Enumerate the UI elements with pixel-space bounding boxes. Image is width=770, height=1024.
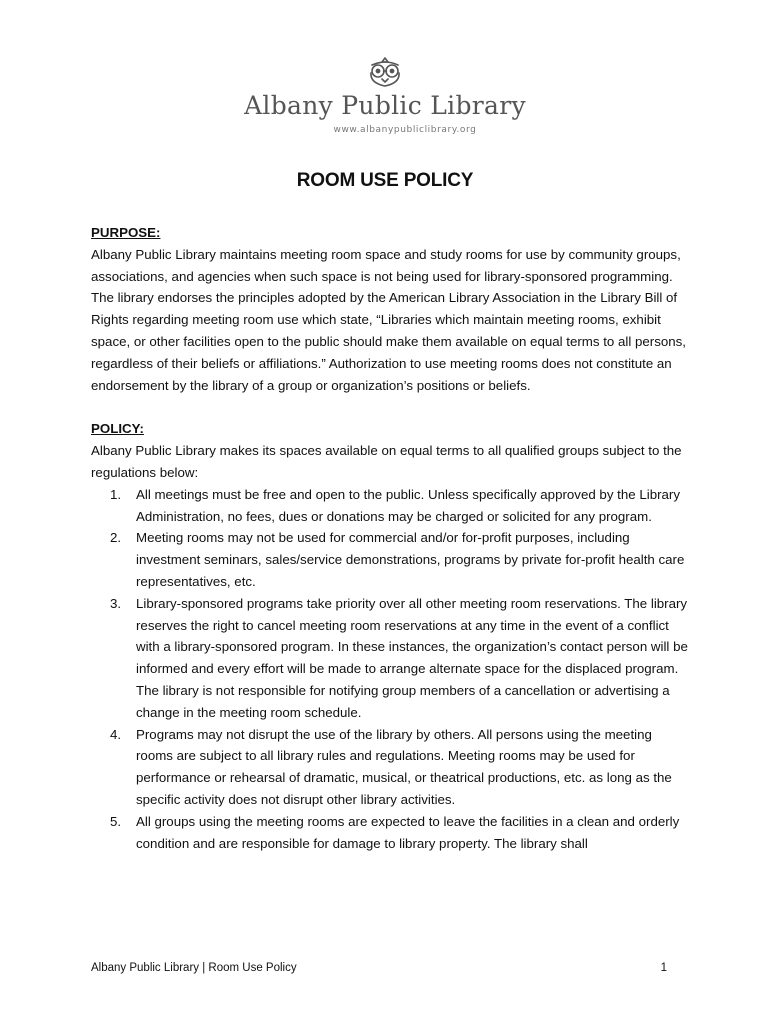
list-item	[91, 593, 691, 724]
list-item-number: 5.	[110, 813, 122, 829]
list-item-text: All meetings must be free and open to the public. Unless specifically approved by the Library Administration, no fees, dues or donations may be charged or solicited for any program.	[136, 486, 680, 524]
list-item	[91, 811, 691, 855]
library-logo	[0, 55, 770, 135]
page-number: 1	[660, 962, 667, 974]
list-item	[91, 724, 691, 811]
list-item-number: 3.	[110, 595, 122, 611]
page-title: ROOM USE POLICY	[296, 170, 474, 191]
list-item-text: Meeting rooms may not be used for commercial and/or for-profit purposes, including investment seminars, sales/service demonstrations, programs by private for-profit health care representatives, etc.	[136, 530, 685, 589]
list-item-number: 4.	[110, 726, 122, 742]
list-item	[91, 527, 691, 592]
purpose-paragraph: Albany Public Library maintains meeting room space and study rooms for use by community groups, associations, and agencies when such space is not being used for library-sponsored programming. The library endorses the principles adopted by the American Library Association in the Library Bill of Rights regarding meeting room use which state, “Libraries which maintain meeting rooms, exhibit space, or other facilities open to the public should make them available on equal terms to all persons, regardless of their beliefs or affiliations.” Authorization to use meeting rooms does not constitute an endorsement by the library of a group or organization’s positions or beliefs.	[91, 246, 687, 393]
owl-icon	[362, 55, 408, 89]
logo-url: www.albanypubliclibrary.org	[333, 125, 477, 135]
document-body	[91, 222, 691, 854]
page-footer	[91, 962, 667, 974]
purpose-heading: PURPOSE:	[91, 225, 161, 240]
list-item-text: All groups using the meeting rooms are expected to leave the facilities in a clean and orderly condition and are responsible for damage to library property. The library shall	[136, 813, 680, 851]
policy-rules-list	[91, 484, 691, 855]
list-item-text: Library-sponsored programs take priority over all other meeting room reservations. The library reserves the right to cancel meeting room reservations at any time in the event of a conflict with a library-sponsored program. In these instances, the organization’s contact person will be informed and every effort will be made to arrange alternate space for the displaced program. The library is not responsible for notifying group members of a cancellation or advertising a change in the meeting room schedule.	[136, 595, 688, 720]
logo-name: Albany Public Library	[244, 91, 526, 120]
list-item-number: 1.	[110, 486, 122, 502]
policy-heading: POLICY:	[91, 421, 144, 437]
list-item-number: 2.	[110, 530, 122, 546]
policy-intro: Albany Public Library makes its spaces available on equal terms to all qualified groups subject to the regulations below:	[91, 443, 682, 480]
footer-document-title: Albany Public Library | Room Use Policy	[91, 962, 297, 974]
list-item-text: Programs may not disrupt the use of the library by others. All persons using the meeting rooms are subject to all library rules and regulations. Meeting rooms may be used for performance or rehearsal of dramatic, musical, or theatrical productions, etc. as long as the specific activity does not disrupt other library activities.	[136, 726, 672, 807]
list-item	[91, 484, 691, 528]
